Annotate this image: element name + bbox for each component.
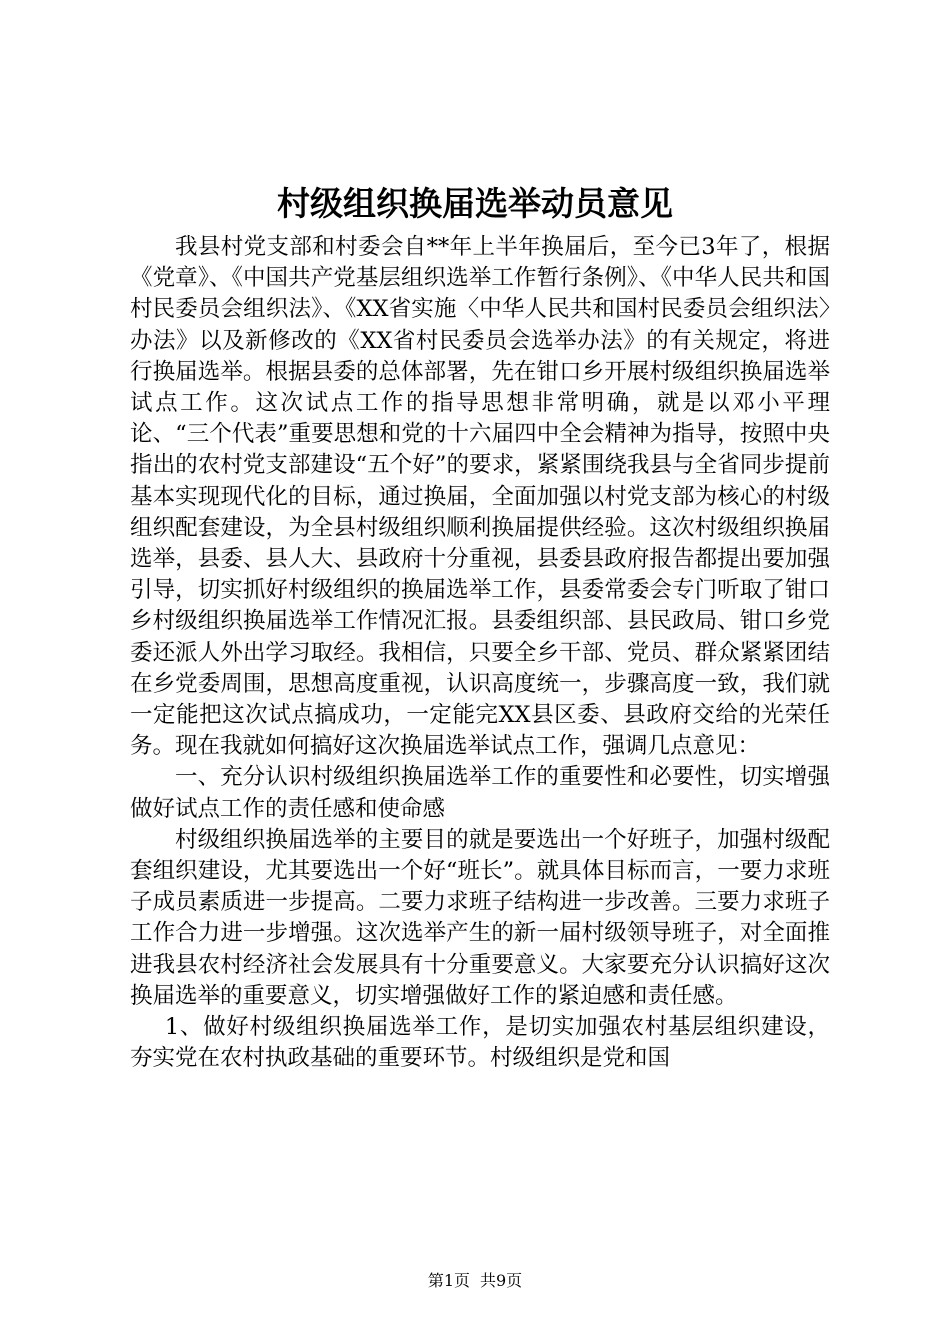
paragraph-item-1: 1、做好村级组织换届选举工作，是切实加强农村基层组织建设，夯实党在农村执政基础的重要环节。村级组织是党和国 — [130, 1014, 830, 1072]
section-heading-1: 一、充分认识村级组织换届选举工作的重要性和必要性，切实增强做好试点工作的责任感和使命感 — [130, 764, 830, 822]
document-body — [130, 232, 830, 1074]
document-title: 村级组织换届选举动员意见 — [277, 184, 673, 223]
page-total: 共9页 — [480, 1271, 523, 1290]
page-footer — [0, 1270, 950, 1292]
paragraph-intro: 我县村党支部和村委会自**年上半年换届后，至今已3年了，根据《党章》、《中国共产党基层组织选举工作暂行条例》、《中华人民共和国村民委员会组织法》、《XX省实施〈中华人民共和国村民委员会组织法〉办法》以及新修改的《XX省村民委员会选举办法》的有关规定，将进行换届选举。根据县委的总体部署，先在钳口乡开展村级组织换届选举试点工作。这次试点工作的指导思想非常明确，就是以邓小平理论、“三个代表”重要思想和党的十六届四中全会精神为指导，按照中央指出的农村党支部建设“五个好”的要求，紧紧围绕我县与全省同步提前基本实现现代化的目标，通过换届，全面加强以村党支部为核心的村级组织配套建设，为全县村级组织顺利换届提供经验。这次村级组织换届选举，县委、县人大、县政府十分重视，县委县政府报告都提出要加强引导，切实抓好村级组织的换届选举工作，县委常委会专门听取了钳口乡村级组织换届选举工作情况汇报。县委组织部、县民政局、钳口乡党委还派人外出学习取经。我相信，只要全乡干部、党员、群众紧紧团结在乡党委周围，思想高度重视，认识高度统一，步骤高度一致，我们就一定能把这次试点搞成功，一定能完XX县区委、县政府交给的光荣任务。现在我就如何搞好这次换届选举试点工作，强调几点意见： — [130, 234, 830, 760]
paragraph-section-1: 村级组织换届选举的主要目的就是要选出一个好班子，加强村级配套组织建设，尤其要选出一个好“班长”。就具体目标而言，一要力求班子成员素质进一步提高。二要力求班子结构进一步改善。三要力求班子工作合力进一步增强。这次选举产生的新一届村级领导班子，对全面推进我县农村经济社会发展具有十分重要意义。大家要充分认识搞好这次换届选举的重要意义，切实增强做好工作的紧迫感和责任感。 — [130, 826, 830, 1009]
page-number: 第1页 — [427, 1271, 470, 1290]
